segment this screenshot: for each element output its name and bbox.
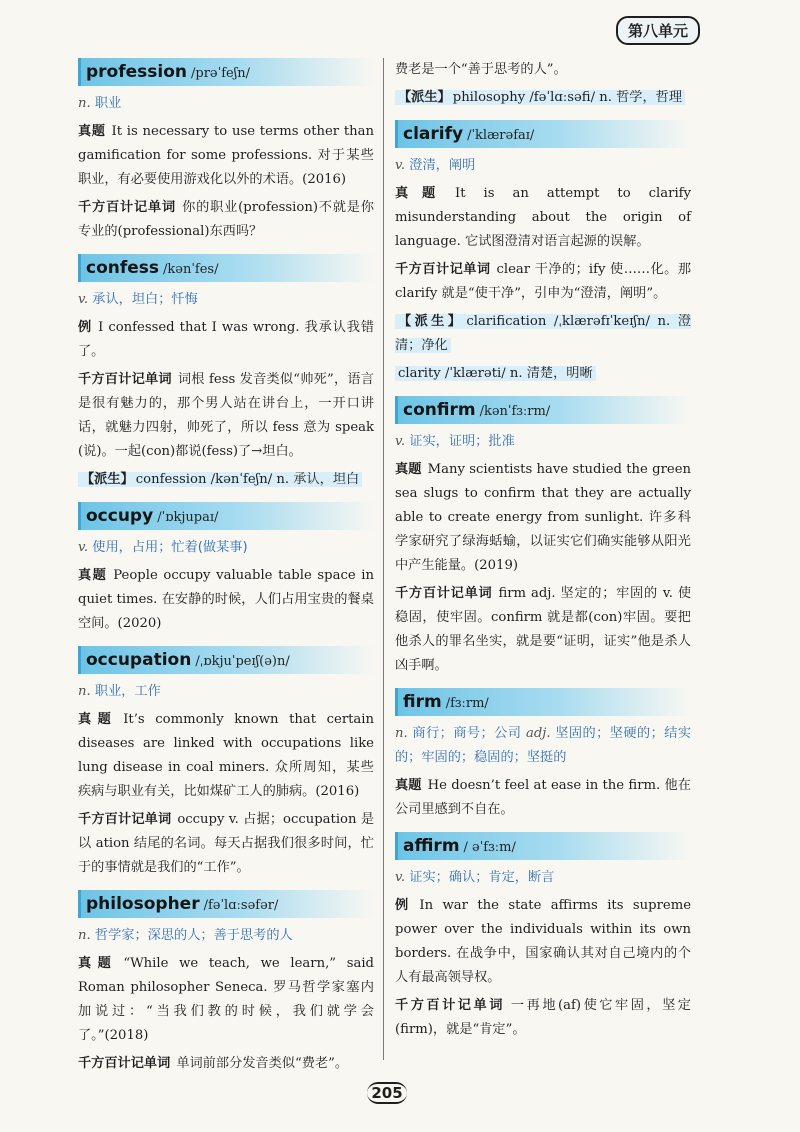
- label-zhenti: 真题: [78, 124, 106, 139]
- page-number: 205: [367, 1082, 407, 1104]
- tip-text: 你的职业(profession)不就是你专业的(professional)东西吗？: [78, 200, 374, 239]
- left-column: [78, 58, 374, 1086]
- definition: [78, 680, 374, 704]
- unit-badge: 第八单元: [616, 16, 700, 45]
- phonetic: /fəˈlɑːsəfər/: [203, 898, 279, 913]
- definition: [395, 430, 691, 454]
- exam-sentence: [395, 458, 691, 578]
- label-memory-tip: 千方百计记单词: [395, 998, 505, 1013]
- definition: [78, 288, 374, 312]
- entry-philosopher: [78, 890, 374, 1076]
- headword: firm: [403, 692, 442, 712]
- sentence-text: In war the state affirms its supreme power over the individuals within its own borders. 在战争中，国家确认其对自己境内的个人有最高领导权。: [395, 898, 692, 985]
- phonetic: /fɜːrm/: [445, 696, 489, 711]
- memory-tip: [395, 994, 691, 1042]
- memory-tip: [78, 1052, 374, 1076]
- label-zhenti: 真题: [78, 568, 108, 583]
- part-of-speech: n.: [395, 726, 408, 741]
- headword: confirm: [403, 400, 476, 420]
- label-memory-tip: 千方百计记单词: [78, 812, 172, 827]
- sentence-text: He doesn’t feel at ease in the firm. 他在公司里感到不自在。: [395, 778, 691, 817]
- label-memory-tip: 千方百计记单词: [78, 372, 172, 387]
- definition: [78, 924, 374, 948]
- sentence-text: Many scientists have studied the green sea slugs to confirm that they are actually able to create energy from sunlight. 许多科学家研究了绿海蛞蝓，以证实它们确实能够从阳光中产生能量。(2019): [395, 462, 691, 573]
- tip-continued: 费老是一个“善于思考的人”。: [395, 62, 567, 77]
- entry-philosopher-continued: [395, 58, 691, 110]
- label-zhenti: 真题: [78, 956, 118, 971]
- derive-text: confession /kənˈfeʃn/ n. 承认，坦白: [135, 472, 360, 487]
- phonetic: /ˌɒkjuˈpeɪʃ(ə)n/: [195, 654, 290, 669]
- headword-bar: [395, 120, 691, 148]
- entry-confirm: [395, 396, 691, 678]
- label-example: 例: [78, 320, 93, 335]
- meaning: 证实，证明；批准: [409, 434, 515, 449]
- meaning: 承认，坦白；忏悔: [92, 292, 198, 307]
- entry-occupation: [78, 646, 374, 880]
- label-zhenti: 真题: [395, 186, 450, 201]
- sentence-text: It is an attempt to clarify misunderstanding about the origin of language. 它试图澄清对语言起源的误解。: [395, 186, 691, 249]
- definition: [78, 92, 374, 116]
- definition: [395, 154, 691, 178]
- label-derive: 【派生】: [81, 472, 134, 487]
- phonetic: /ˈɒkjupaɪ/: [157, 510, 219, 525]
- headword: affirm: [403, 836, 460, 856]
- sentence-text: “While we teach, we learn,” said Roman philosopher Seneca. 罗马哲学家塞内加说过：“当我们教的时候，我们就学会了。”(2018): [78, 956, 374, 1043]
- sentence-text: People occupy valuable table space in quiet times. 在安静的时候，人们占用宝贵的餐桌空间。(2020): [78, 568, 375, 631]
- tip-text: firm adj. 坚定的；牢固的 v. 使稳固，使牢固。confirm 就是都(con)牢固。要把他杀人的罪名坐实，就是要“证明，证实”他是杀人凶手啊。: [395, 586, 692, 673]
- definition: [395, 722, 691, 770]
- headword-bar: [395, 688, 691, 716]
- meaning-2: 坚固的；坚硬的；结实的；牢固的；稳固的；坚挺的: [395, 726, 692, 765]
- headword: occupation: [86, 650, 192, 670]
- label-memory-tip: 千方百计记单词: [78, 1056, 171, 1071]
- headword: profession: [86, 62, 188, 82]
- derive-text: clarity /ˈklærəti/ n. 清楚，明晰: [395, 366, 596, 381]
- label-memory-tip: 千方百计记单词: [395, 262, 491, 277]
- part-of-speech-2: adj.: [525, 726, 551, 741]
- label-memory-tip: 千方百计记单词: [78, 200, 177, 215]
- sentence-text: It is necessary to use terms other than gamification for some professions. 对于某些职业，有必要使用游戏化以外的术语。(2016): [78, 124, 375, 187]
- headword-bar: [78, 502, 374, 530]
- headword-bar: [78, 890, 374, 918]
- memory-tip: [395, 582, 691, 678]
- label-memory-tip: 千方百计记单词: [395, 586, 493, 601]
- label-zhenti: 真题: [395, 462, 422, 477]
- entry-profession: [78, 58, 374, 244]
- meaning: 商行；商号；公司: [412, 726, 522, 741]
- sentence-text: I confessed that I was wrong. 我承认我错了。: [78, 320, 375, 359]
- part-of-speech: v.: [78, 292, 89, 307]
- part-of-speech: v.: [395, 158, 406, 173]
- label-example: 例: [395, 898, 414, 913]
- meaning: 哲学家；深思的人；善于思考的人: [94, 928, 293, 943]
- phonetic: /kənˈfɜːrm/: [479, 404, 551, 419]
- derivative: [395, 86, 691, 110]
- meaning: 澄清，阐明: [409, 158, 476, 173]
- derive-text: philosophy /fəˈlɑːsəfi/ n. 哲学，哲理: [452, 90, 683, 105]
- phonetic: / əˈfɜːm/: [463, 840, 516, 855]
- label-derive: 【派生】: [398, 314, 465, 329]
- part-of-speech: v.: [395, 434, 406, 449]
- sentence-text: It’s commonly known that certain diseases are linked with occupations like lung disease in coal miners. 众所周知，某些疾病与职业有关，比如煤矿工人的肺病。(2016): [78, 712, 375, 799]
- meaning: 职业: [94, 96, 122, 111]
- tip-text: clear 干净的；ify 使……化。那 clarify 就是“使干净”，引申为“澄清，阐明”。: [395, 262, 692, 301]
- headword: clarify: [403, 124, 464, 144]
- part-of-speech: v.: [78, 540, 89, 555]
- entry-clarify: [395, 120, 691, 386]
- meaning: 使用，占用；忙着(做某事): [92, 540, 248, 555]
- tip-text: 词根 fess 发音类似“帅死”，语言是很有魅力的，那个男人站在讲台上，一开口讲话，就魅力四射，帅死了，所以 fess 意为 speak (说)。一起(con)都说(fess)了→坦白。: [78, 372, 374, 459]
- memory-tip: [78, 368, 374, 464]
- part-of-speech: n.: [78, 96, 91, 111]
- part-of-speech: n.: [78, 684, 91, 699]
- exam-sentence: [78, 120, 374, 192]
- memory-tip: [78, 196, 374, 244]
- meaning: 职业，工作: [94, 684, 161, 699]
- part-of-speech: n.: [78, 928, 91, 943]
- phonetic: /ˈklærəfaɪ/: [467, 128, 535, 143]
- headword-bar: [78, 254, 374, 282]
- column-divider: [383, 58, 384, 1060]
- meaning: 证实；确认；肯定，断言: [409, 870, 555, 885]
- exam-sentence: [78, 952, 374, 1048]
- headword: philosopher: [86, 894, 200, 914]
- label-zhenti: 真题: [78, 712, 118, 727]
- definition: [395, 866, 691, 890]
- phonetic: /kənˈfes/: [163, 262, 219, 277]
- tip-text: occupy v. 占据；occupation 是以 ation 结尾的名词。每天占据我们很多时间，忙于的事情就是我们的“工作”。: [78, 812, 375, 875]
- exam-sentence: [78, 708, 374, 804]
- memory-tip: [78, 808, 374, 880]
- tip-text: 单词前部分发音类似“费老”。: [176, 1056, 349, 1071]
- headword-bar: [395, 832, 691, 860]
- derive-text: clarification /ˌklærəfɪˈkeɪʃn/ n. 澄清；净化: [395, 314, 691, 353]
- entry-occupy: [78, 502, 374, 636]
- exam-sentence: [395, 182, 691, 254]
- part-of-speech: v.: [395, 870, 406, 885]
- label-derive: 【派生】: [398, 90, 451, 105]
- example-sentence: [78, 316, 374, 364]
- derivative-2: [395, 362, 691, 386]
- definition: [78, 536, 374, 560]
- headword-bar: [78, 58, 374, 86]
- right-column: [395, 58, 691, 1052]
- phonetic: /prəˈfeʃn/: [191, 66, 250, 81]
- entry-firm: [395, 688, 691, 822]
- tip-text: 一再地(af)使它牢固，坚定(firm)，就是“肯定”。: [395, 998, 691, 1037]
- headword-bar: [78, 646, 374, 674]
- headword-bar: [395, 396, 691, 424]
- entry-confess: [78, 254, 374, 492]
- derivative: [395, 310, 691, 358]
- memory-tip: [395, 258, 691, 306]
- exam-sentence: [395, 774, 691, 822]
- label-zhenti: 真题: [395, 778, 422, 793]
- exam-sentence: [78, 564, 374, 636]
- example-sentence: [395, 894, 691, 990]
- derivative: [78, 468, 374, 492]
- headword: confess: [86, 258, 160, 278]
- headword: occupy: [86, 506, 154, 526]
- entry-affirm: [395, 832, 691, 1042]
